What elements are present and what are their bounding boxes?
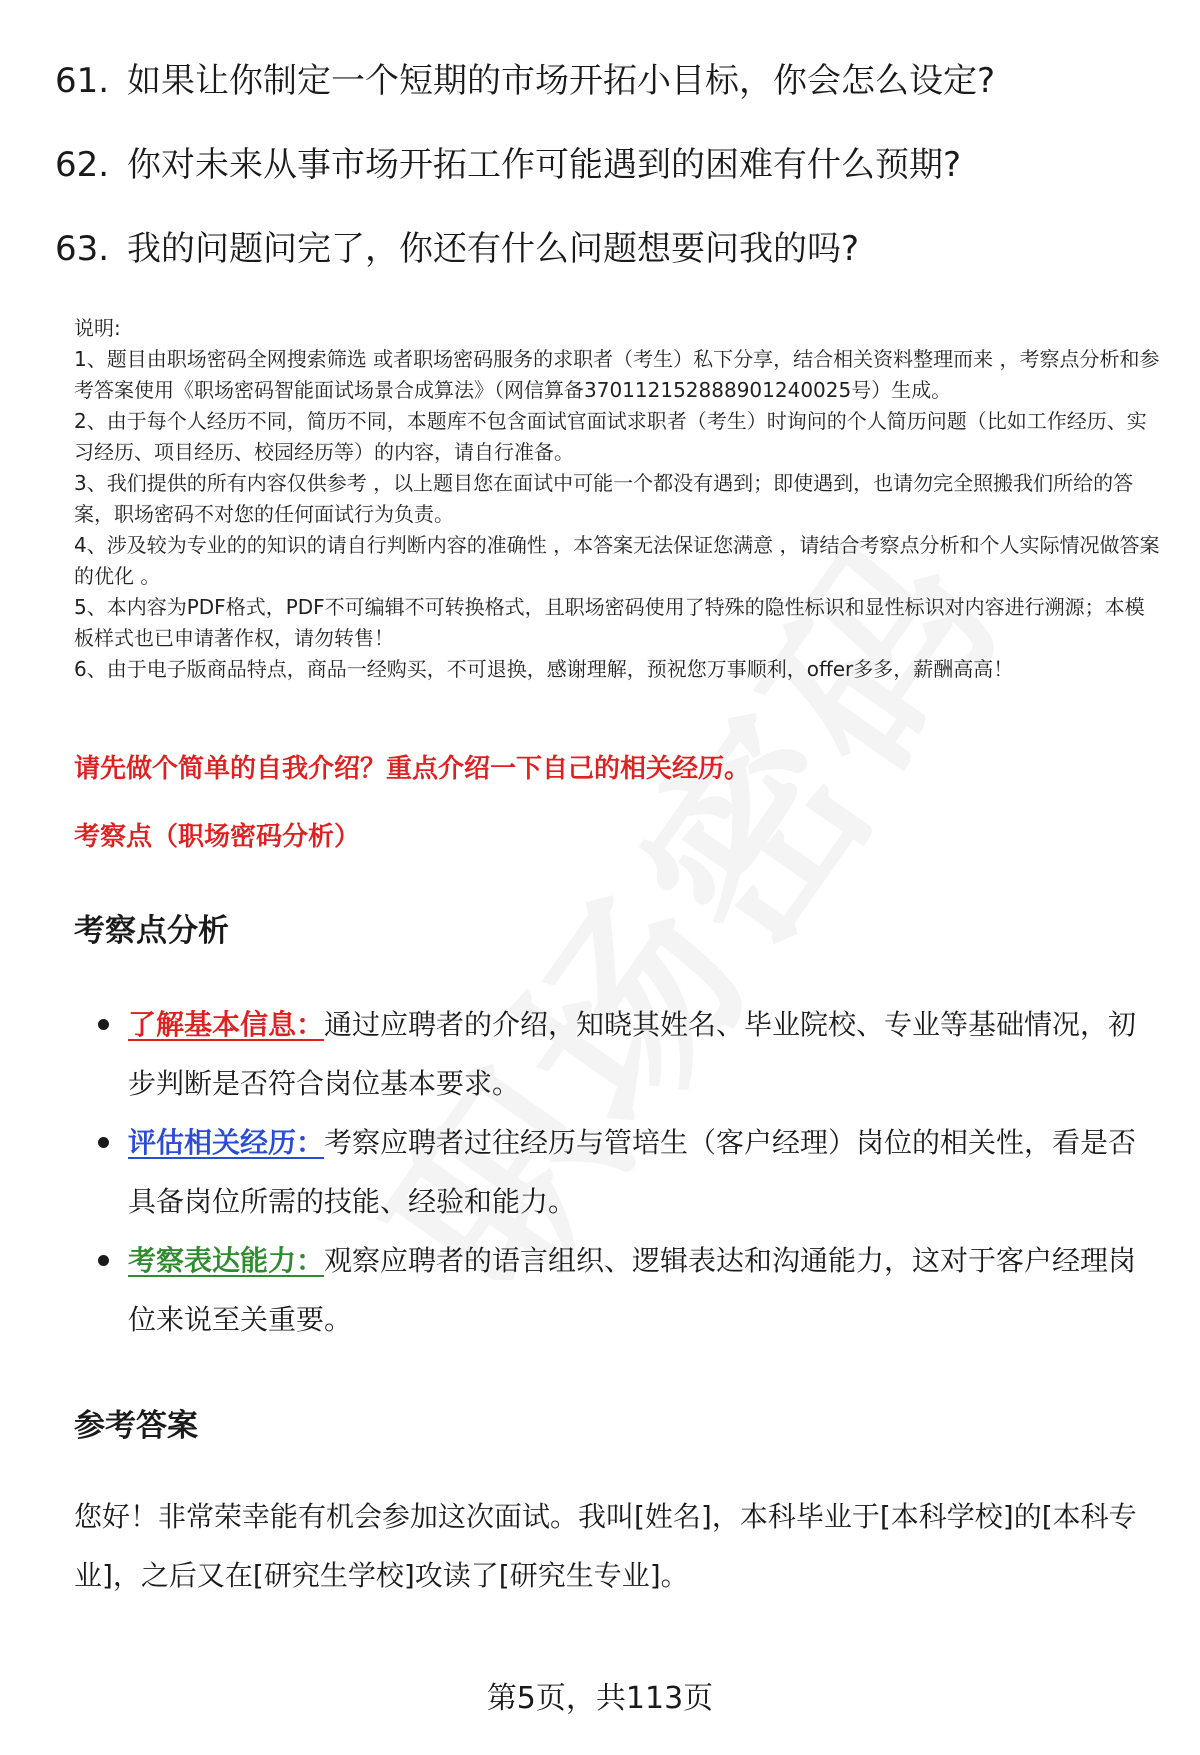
question-item (55, 142, 995, 226)
analysis-tag: 评估相关经历： (128, 1126, 325, 1159)
question-item (55, 58, 995, 142)
current-question: 请先做个简单的自我介绍？重点介绍一下自己的相关经历。 (74, 754, 751, 784)
analysis-text: 观察应聘者的语言组织、逻辑表达和沟通能力，这对于客户经理岗位来说至关重要。 (128, 1244, 1137, 1336)
question-item (55, 226, 995, 310)
analysis-tag: 考察表达能力： (128, 1244, 325, 1277)
analysis-item (98, 1231, 1148, 1349)
bullet-icon (98, 995, 128, 1113)
analysis-text: 考察应聘者过往经历与管培生（客户经理）岗位的相关性，看是否具备岗位所需的技能、经验和能力。 (128, 1126, 1137, 1218)
question-list (55, 58, 995, 310)
question-number: 62. (55, 145, 110, 185)
note-item: 4、涉及较为专业的的知识的请自行判断内容的准确性 ，本答案无法保证您满意 ，请结合考察点分析和个人实际情况做答案的优化 。 (74, 533, 1160, 588)
note-item: 5、本内容为PDF格式，PDF不可编辑不可转换格式，且职场密码使用了特殊的隐性标识和显性标识对内容进行溯源；本模板样式也已申请著作权，请勿转售！ (74, 595, 1145, 650)
note-item: 1、题目由职场密码全网搜索筛选 或者职场密码服务的求职者（考生）私下分享，结合相关资料整理而来 ，考察点分析和参考答案使用《职场密码智能面试场景合成算法》（网信算备370112152888901240025号）生成。 (74, 347, 1160, 402)
answer-text: 您好！非常荣幸能有机会参加这次面试。我叫[姓名]，本科毕业于[本科学校]的[本科专业]，之后又在[研究生学校]攻读了[研究生专业]。 (74, 1500, 1137, 1592)
note-item: 6、由于电子版商品特点，商品一经购买，不可退换，感谢理解，预祝您万事顺利，offer多多，薪酬高高！ (74, 657, 1014, 681)
question-number: 61. (55, 61, 110, 101)
bullet-icon (98, 1113, 128, 1231)
question-number: 63. (55, 229, 110, 269)
question-text: 如果让你制定一个短期的市场开拓小目标，你会怎么设定? (127, 61, 996, 101)
analysis-item (98, 1113, 1148, 1231)
analysis-list (98, 995, 1148, 1349)
note-item: 3、我们提供的所有内容仅供参考 ，以上题目您在面试中可能一个都没有遇到；即使遇到，也请勿完全照搬我们所给的答案，职场密码不对您的任何面试行为负责。 (74, 471, 1134, 526)
question-text: 我的问题问完了，你还有什么问题想要问我的吗? (127, 229, 860, 269)
notes-title: 说明: (74, 316, 121, 340)
page-footer: 第5页，共113页 (486, 1681, 714, 1716)
analysis-tag: 了解基本信息： (128, 1008, 325, 1041)
analysis-label: 考察点（职场密码分析） (74, 822, 361, 852)
note-item: 2、由于每个人经历不同，简历不同，本题库不包含面试官面试求职者（考生）时询问的个人简历问题（比如工作经历、实习经历、项目经历、校园经历等）的内容，请自行准备。 (74, 409, 1147, 464)
notes-section (74, 313, 1160, 685)
analysis-text: 通过应聘者的介绍，知晓其姓名、毕业院校、专业等基础情况，初步判断是否符合岗位基本要求。 (128, 1008, 1137, 1100)
analysis-item (98, 995, 1148, 1113)
analysis-heading: 考察点分析 (74, 913, 229, 949)
question-text: 你对未来从事市场开拓工作可能遇到的困难有什么预期? (127, 145, 962, 185)
answer-heading: 参考答案 (74, 1408, 198, 1444)
bullet-icon (98, 1231, 128, 1349)
